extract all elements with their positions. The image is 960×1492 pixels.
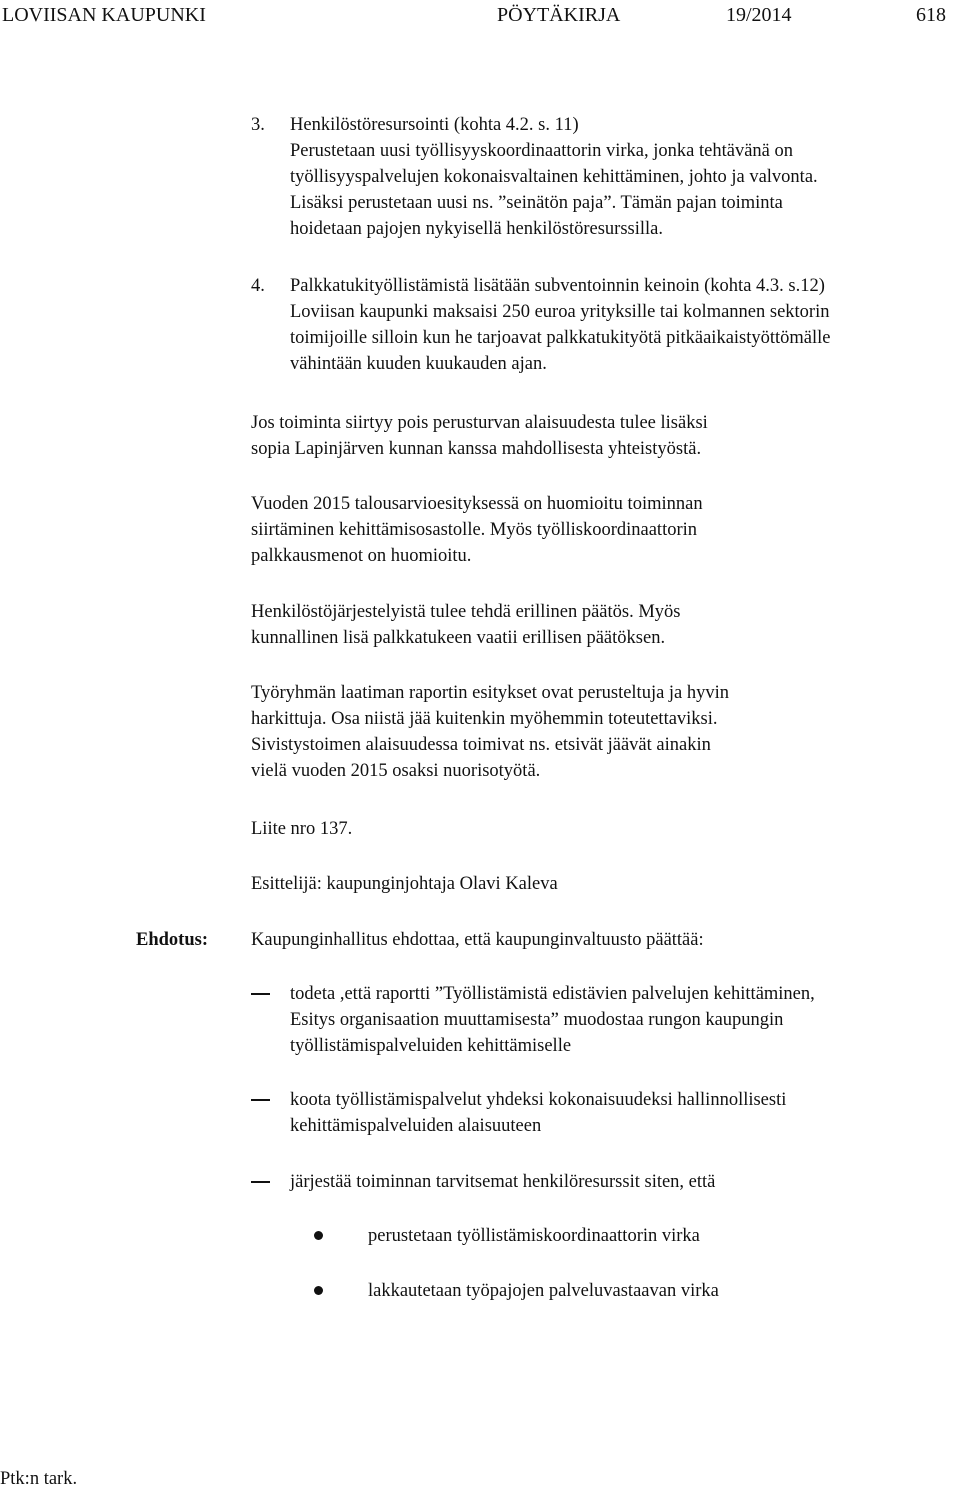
organization-name: LOVIISAN KAUPUNKI [2, 4, 206, 26]
paragraph-line: Sivistystoimen alaisuudessa toimivat ns. etsivät jäävät ainakin [251, 735, 711, 755]
paragraph-line: Vuoden 2015 talousarvioesityksessä on huomioitu toiminnan [251, 494, 703, 514]
dash-item-line: kehittämispalveluiden alaisuuteen [290, 1116, 542, 1136]
attachment-reference [251, 816, 960, 842]
dash-item-text [290, 1169, 960, 1195]
dash-item-text [290, 1087, 960, 1139]
item-line: vähintään kuuden kuukauden ajan. [290, 354, 547, 374]
dash-bullet [251, 1099, 270, 1101]
document-number: 19/2014 [726, 4, 792, 26]
paragraph-line: Työryhmän laatiman raportin esitykset ovat perusteltuja ja hyvin [251, 683, 730, 703]
item-line: Lisäksi perustetaan uusi ns. ”seinätön paja”. Tämän pajan toiminta [290, 193, 783, 213]
item-heading: Palkkatukityöllistämistä lisätään subventoinnin keinoin (kohta 4.3. s.12) [290, 276, 825, 296]
paragraph-line: palkkausmenot on huomioitu. [251, 546, 472, 566]
bullet-dot-icon [314, 1286, 323, 1295]
dash-item-line: koota työllistämispalvelut yhdeksi kokonaisuudeksi hallinnollisesti [290, 1090, 787, 1110]
paragraph [251, 491, 960, 569]
dash-item-text [290, 981, 960, 1059]
page-header [0, 2, 960, 28]
item-text [290, 112, 960, 242]
dash-bullet [251, 1181, 270, 1183]
page-number: 618 [916, 4, 946, 26]
paragraph [251, 410, 960, 462]
dash-item-line: työllistämispalveluiden kehittämiselle [290, 1036, 572, 1056]
paragraph-line: Jos toiminta siirtyy pois perusturvan alaisuudesta tulee lisäksi [251, 413, 708, 433]
bullet-item-text: perustetaan työllistämiskoordinaattorin virka [368, 1226, 700, 1246]
paragraph-line: sopia Lapinjärven kunnan kanssa mahdollisesta yhteistyöstä. [251, 439, 702, 459]
item-line: toimijoille silloin kun he tarjoavat palkkatukityötä pitkäaikaistyöttömälle [290, 328, 831, 348]
presenter-text: Esittelijä: kaupunginjohtaja Olavi Kaleva [251, 874, 558, 894]
dash-item-line: Esitys organisaation muuttamisesta” muodostaa rungon kaupungin [290, 1010, 784, 1030]
proposal-intro [251, 927, 960, 953]
item-text [290, 273, 960, 377]
attachment-text: Liite nro 137. [251, 819, 353, 839]
item-heading: Henkilöstöresursointi (kohta 4.2. s. 11) [290, 115, 579, 135]
paragraph [251, 599, 960, 651]
document-type: PÖYTÄKIRJA [497, 4, 621, 26]
proposal-intro-text: Kaupunginhallitus ehdottaa, että kaupunginvaltuusto päättää: [251, 930, 704, 950]
dash-item-line: todeta ,että raportti ”Työllistämistä edistävien palvelujen kehittäminen, [290, 984, 815, 1004]
item-line: Perustetaan uusi työllisyyskoordinaattorin virka, jonka tehtävänä on [290, 141, 793, 161]
presenter [251, 871, 960, 897]
bullet-item-text: lakkautetaan työpajojen palveluvastaavan virka [368, 1281, 719, 1301]
paragraph-line: siirtäminen kehittämisosastolle. Myös työlliskoordinaattorin [251, 520, 698, 540]
dash-bullet [251, 993, 270, 995]
dash-item-line: järjestää toiminnan tarvitsemat henkilöresurssit siten, että [290, 1172, 716, 1192]
paragraph-line: kunnallinen lisä palkkatukeen vaatii erillisen päätöksen. [251, 628, 666, 648]
paragraph [251, 680, 960, 784]
item-number: 4. [251, 276, 265, 296]
item-number: 3. [251, 115, 265, 135]
page-footer: Ptk:n tark. [0, 1469, 78, 1489]
paragraph-line: Henkilöstöjärjestelyistä tulee tehdä erillinen päätös. Myös [251, 602, 681, 622]
proposal-label: Ehdotus: [136, 930, 208, 950]
paragraph-line: vielä vuoden 2015 osaksi nuorisotyötä. [251, 761, 541, 781]
item-line: työllisyyspalvelujen kokonaisvaltainen kehittäminen, johto ja valvonta. [290, 167, 818, 187]
item-line: hoidetaan pajojen nykyisellä henkilöstöresurssilla. [290, 219, 663, 239]
paragraph-line: harkittuja. Osa niistä jää kuitenkin myöhemmin toteutettaviksi. [251, 709, 718, 729]
item-line: Loviisan kaupunki maksaisi 250 euroa yrityksille tai kolmannen sektorin [290, 302, 830, 322]
bullet-dot-icon [314, 1231, 323, 1240]
